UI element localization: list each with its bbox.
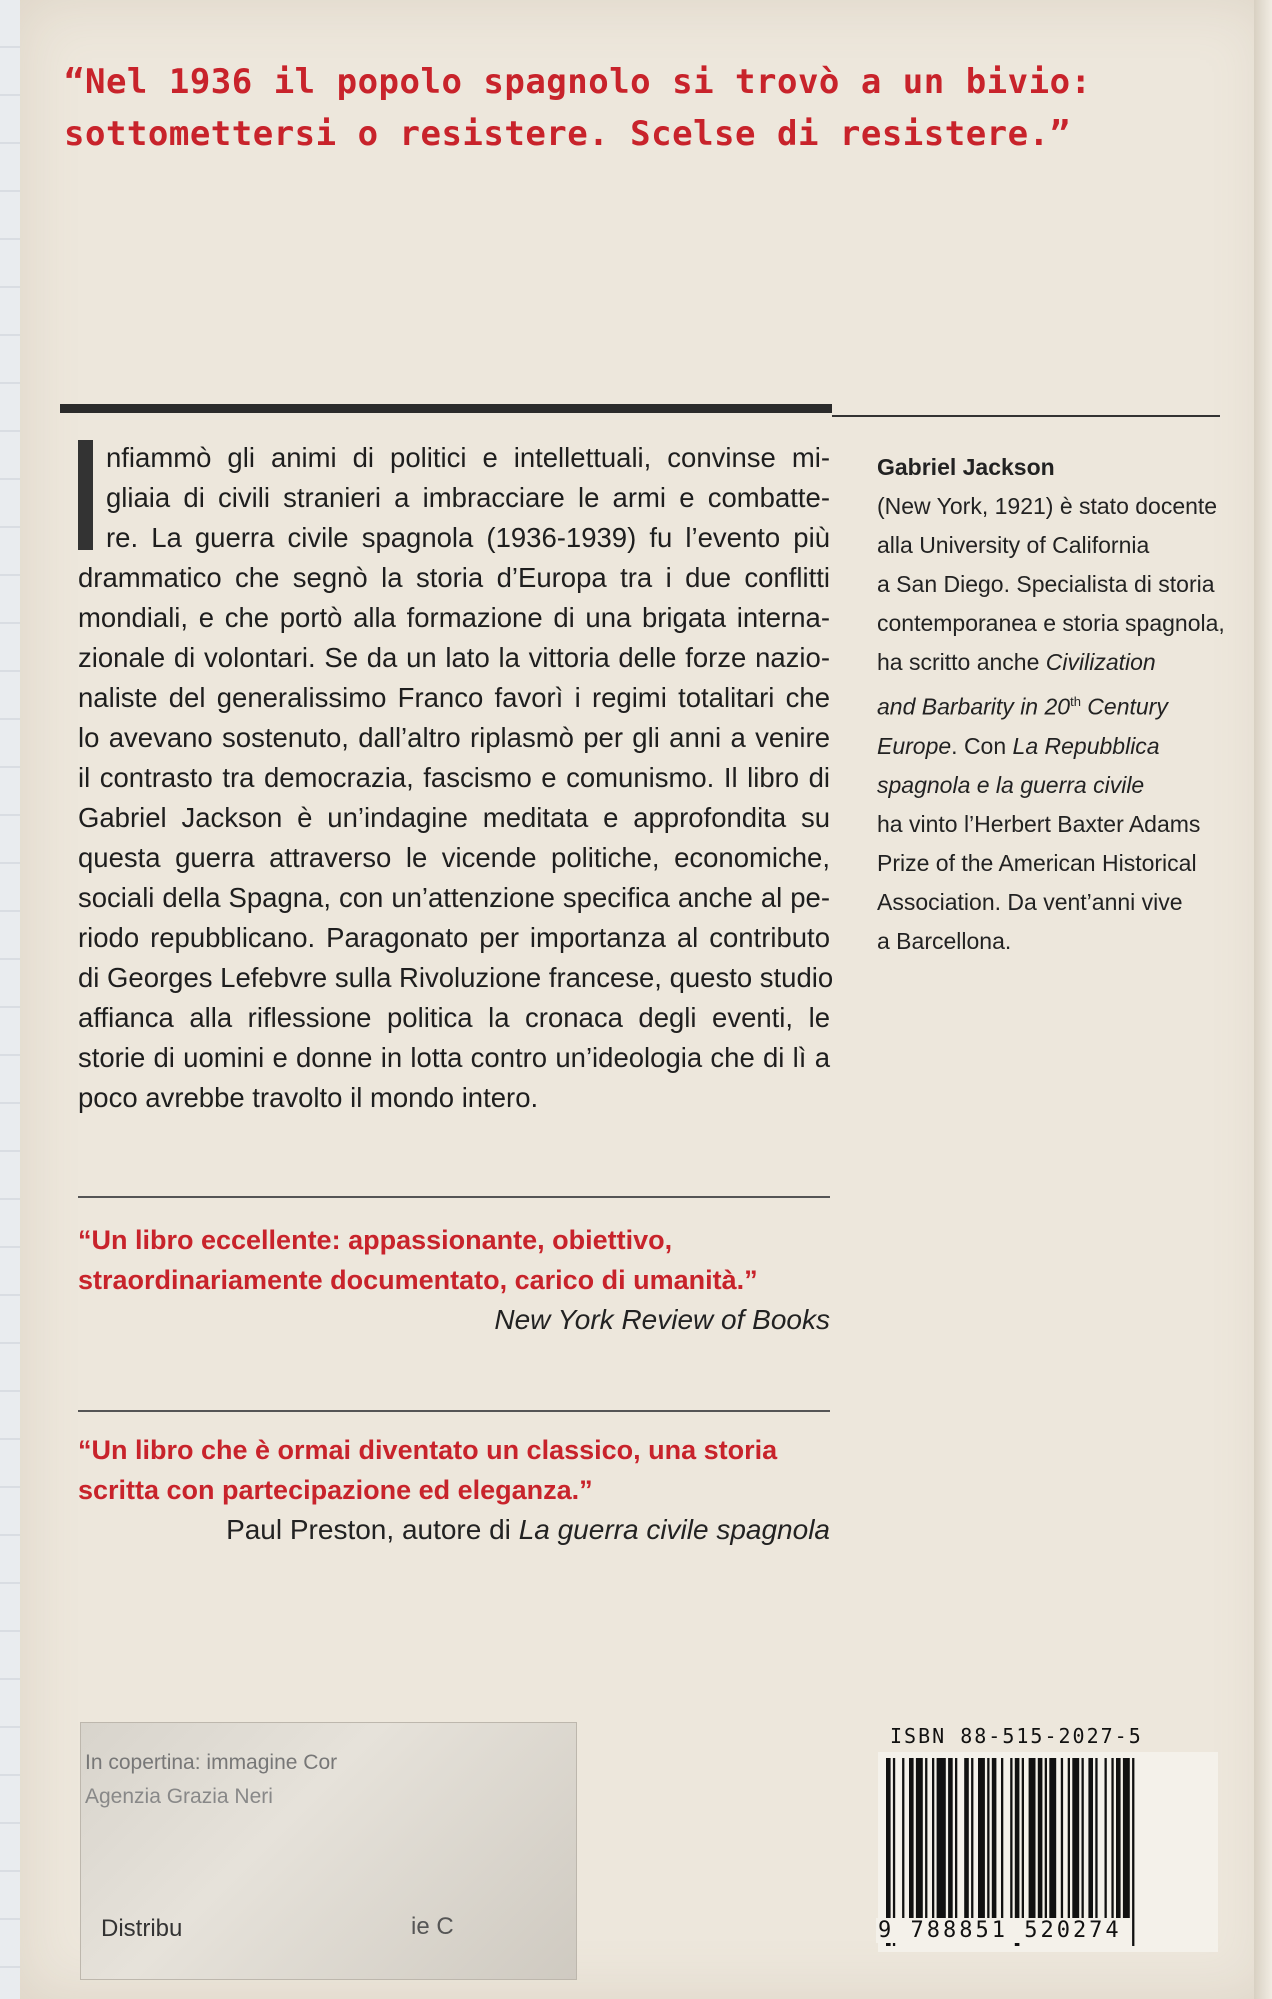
blurb-line: il contrasto tra democrazia, fascismo e comunismo. Il libro di	[78, 762, 830, 793]
barcode-bar	[964, 1758, 969, 1918]
barcode-bar	[1116, 1758, 1121, 1918]
review-quote-1	[78, 1220, 830, 1340]
barcode-bar	[916, 1758, 923, 1918]
bio-line: a San Diego. Specialista di storia	[877, 571, 1215, 597]
blurb-line: zionale di volontari. Se da un lato la vittoria delle forze nazio-	[78, 642, 830, 673]
bio-line: contemporanea e storia spagnola,	[877, 610, 1225, 636]
review-quote-2	[78, 1430, 830, 1550]
distribution-text: Distribu	[101, 1915, 183, 1942]
barcode-bar	[978, 1758, 985, 1918]
review-source-author: Paul Preston, autore di	[226, 1514, 519, 1545]
barcode-bar	[1049, 1758, 1056, 1918]
headline-quote	[64, 56, 1204, 160]
barcode-bar	[1022, 1758, 1024, 1918]
blurb-line: nfiammò gli animi di politici e intellettuali, convinse mi-	[106, 442, 830, 473]
bio-line: (New York, 1921) è stato docente	[877, 493, 1218, 519]
barcode-bar	[1095, 1758, 1097, 1918]
barcode-bar	[1045, 1758, 1047, 1918]
bio-line	[877, 727, 1207, 766]
barcode-bar	[1132, 1758, 1134, 1946]
blurb-line: poco avrebbe travolto il mondo intero.	[78, 1082, 539, 1113]
barcode-bar	[1010, 1758, 1012, 1918]
barcode-bar	[955, 1758, 957, 1918]
barcode-bar	[1001, 1758, 1003, 1918]
barcode-bar	[1061, 1758, 1063, 1918]
barcode-bar	[1123, 1758, 1130, 1918]
bio-line: a Barcellona.	[877, 927, 1012, 954]
worn-sticker	[80, 1722, 577, 1980]
cover-edge	[1254, 0, 1272, 1999]
barcode-bar	[909, 1758, 914, 1918]
barcode-bar	[1038, 1758, 1043, 1918]
bio-line: Prize of the American Historical	[877, 849, 1197, 876]
review-source-title: New York Review of Books	[494, 1304, 830, 1335]
bio-line: ha vinto l’Herbert Baxter Adams	[877, 810, 1201, 837]
blurb-line: sociali della Spagna, con un’attenzione specifica anche al pe-	[78, 882, 830, 913]
blurb-line: di Georges Lefebvre sulla Rivoluzione francese, questo studio	[78, 962, 834, 993]
barcode-bar	[948, 1758, 953, 1918]
review-divider-2	[78, 1410, 830, 1412]
blurb-line: affianca alla riflessione politica la cronaca degli eventi, le	[78, 1002, 830, 1033]
blurb-line: re. La guerra civile spagnola (1936-1939) fu l’evento più	[106, 522, 830, 553]
barcode-bar	[937, 1758, 946, 1918]
barcode-bar	[1072, 1758, 1079, 1918]
review-quote-line: straordinariamente documentato, carico di umanità.”	[78, 1265, 758, 1295]
divider-thick	[60, 404, 832, 413]
cover-credit-line: In copertina: immagine Cor	[85, 1751, 338, 1774]
bio-book-title: La Repubblica	[1012, 732, 1160, 759]
review-quote-line: “Un libro eccellente: appassionante, obiettivo,	[78, 1225, 673, 1255]
barcode-bar	[1029, 1758, 1036, 1918]
barcode-bar	[1111, 1758, 1113, 1918]
bio-superscript: th	[1070, 694, 1081, 709]
barcode-bar	[925, 1758, 927, 1918]
barcode-bar	[932, 1758, 934, 1918]
bio-text: . Con	[951, 732, 1013, 759]
distribution-text-fragment: ie C	[411, 1913, 454, 1940]
barcode-bar	[1088, 1758, 1093, 1918]
blurb-line: lo avevano sostenuto, dall’altro riplasmò per gli anni a venire	[78, 722, 830, 753]
blurb-line: drammatico che segnò la storia d’Europa tra i due conflitti	[78, 562, 830, 593]
review-source	[78, 1510, 830, 1550]
bio-line: Association. Da vent’anni vive	[877, 888, 1183, 915]
divider-thin	[832, 415, 1220, 417]
review-source-title: La guerra civile spagnola	[518, 1514, 830, 1545]
blurb-text	[78, 438, 834, 1118]
bio-book-title: Civilization	[1045, 649, 1156, 675]
bio-line: alla University of California	[877, 532, 1150, 558]
barcode-bar	[971, 1758, 973, 1918]
blurb-line: riodo repubblicano. Paragonato per importanza al contributo	[78, 922, 830, 953]
bio-book-title: spagnola e la guerra civile	[877, 771, 1145, 798]
review-quote-line: scritta con partecipazione ed eleganza.”	[78, 1475, 593, 1505]
isbn-label: ISBN 88-515-2027-5	[890, 1724, 1143, 1748]
blurb-line: Gabriel Jackson è un’indagine meditata e approfondita su	[78, 802, 830, 833]
blurb-line: storie di uomini e donne in lotta contro un’ideologia che di lì a	[78, 1042, 830, 1073]
review-quote-line: “Un libro che è ormai diventato un classico, una storia	[78, 1435, 778, 1465]
author-name: Gabriel Jackson	[877, 454, 1055, 480]
headline-quote-line-2: sottomettersi o resistere. Scelse di resistere.”	[64, 114, 1071, 154]
author-bio	[877, 448, 1225, 961]
bio-line	[877, 682, 1207, 727]
barcode-bar	[1068, 1758, 1070, 1918]
blurb-line: gliaia di civili stranieri a imbracciare le armi e combatte-	[106, 482, 830, 513]
bio-book-title: Europe	[877, 732, 952, 759]
bio-line	[877, 766, 1207, 805]
bio-line	[877, 643, 1207, 682]
blurb-line: naliste del generalissimo Franco favorì i regimi totalitari che	[78, 682, 830, 713]
bio-book-title: Century	[1080, 693, 1168, 720]
barcode-number: 9 788851 520274	[878, 1918, 1122, 1943]
bio-text: ha scritto anche	[877, 649, 1046, 675]
barcode-bar	[992, 1758, 997, 1918]
cover-credit-agency: Agenzia Grazia Neri	[85, 1785, 273, 1808]
barcode-bar	[1082, 1758, 1084, 1918]
bio-book-title: and Barbarity in 20	[877, 693, 1071, 720]
blurb-line: mondiali, e che portò alla formazione di una brigata interna-	[78, 602, 830, 633]
barcode-bar	[987, 1758, 989, 1918]
review-source	[78, 1300, 830, 1340]
headline-quote-line-1: “Nel 1936 il popolo spagnolo si trovò a un bivio:	[64, 62, 1092, 102]
barcode-bar	[902, 1758, 904, 1918]
barcode-bar	[1105, 1758, 1107, 1918]
blurb-line: questa guerra attraverso le vicende politiche, economiche,	[78, 842, 830, 873]
review-divider-1	[78, 1196, 830, 1198]
